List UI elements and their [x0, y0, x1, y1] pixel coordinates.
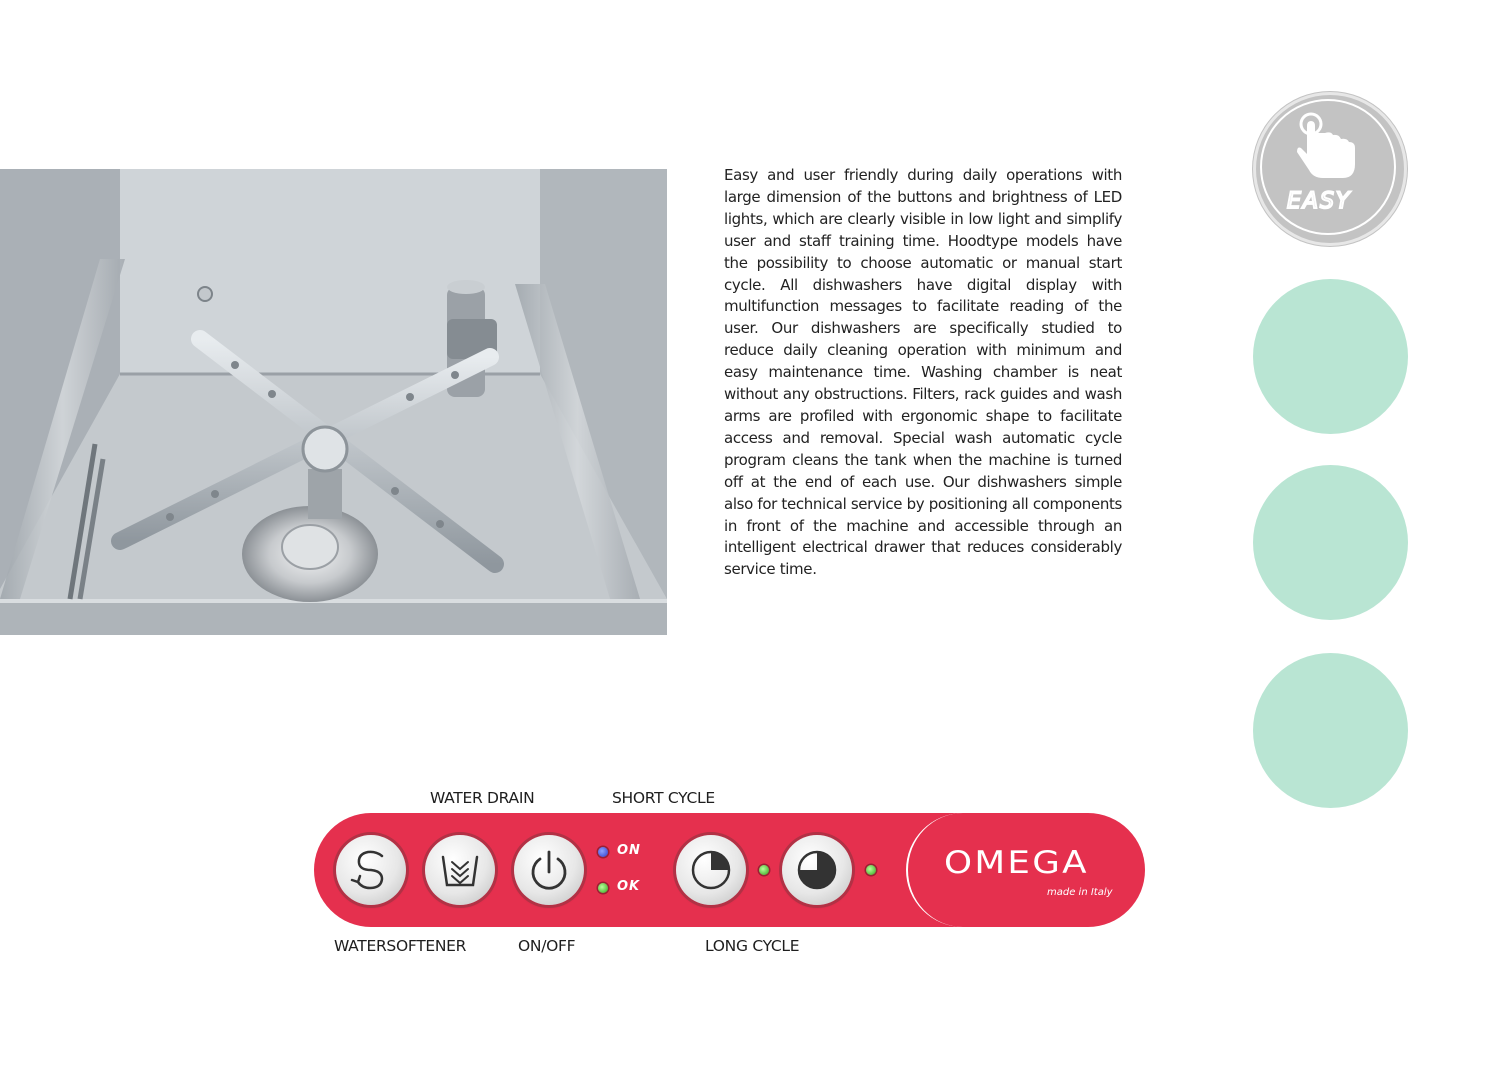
long-cycle-icon — [782, 835, 852, 905]
touch-hand-icon — [1297, 112, 1363, 182]
on-off-button[interactable] — [514, 835, 584, 905]
washing-chamber-photo — [0, 169, 667, 635]
brand-logo: OMEGA — [944, 845, 1089, 881]
on-indicator-label: ON — [617, 843, 641, 858]
short-cycle-button[interactable] — [676, 835, 746, 905]
brand-area — [906, 813, 1145, 927]
feature-circle — [1253, 465, 1408, 620]
long-cycle-led — [866, 865, 876, 875]
water-drain-label: WATER DRAIN — [430, 789, 535, 807]
watersoftener-icon — [336, 835, 406, 905]
control-panel — [314, 813, 1145, 927]
feature-circle — [1253, 653, 1408, 808]
short-cycle-led — [759, 865, 769, 875]
ok-indicator-led — [598, 883, 608, 893]
brand-tagline: made in Italy — [1047, 887, 1113, 898]
watersoftener-label: WATERSOFTENER — [334, 937, 467, 955]
short-cycle-label: SHORT CYCLE — [612, 789, 715, 807]
water-drain-button[interactable] — [425, 835, 495, 905]
svg-text:EASY: EASY — [1287, 189, 1352, 212]
ok-indicator-label: OK — [617, 879, 641, 894]
feature-circle — [1253, 279, 1408, 434]
short-cycle-icon — [676, 835, 746, 905]
easy-label — [1285, 188, 1377, 212]
long-cycle-label: LONG CYCLE — [705, 937, 800, 955]
description-text: Easy and user friendly during daily operations with large dimension of the buttons and brightness of LED lights, which are clearly visible in low light and simplify user and staff training time. Hoodtype models have the possibility to choose automatic or manual start cycle. All dishwashers have digital display with multifunction messages to facilitate reading of the user. Our dishwashers are specifically studied to reduce daily cleaning operation with minimum and easy maintenance time. Washing chamber is neat without any obstructions. Filters, rack guides and wash arms are profiled with ergonomic shape to facilitate access and removal. Special wash automatic cycle program cleans the tank when the machine is turned off at the end of each use. Our dishwashers simple also for technical service by positioning all components in front of the machine and accessible through an intelligent electrical drawer that reduces considerably service time. — [724, 166, 1122, 579]
water-drain-icon — [425, 835, 495, 905]
power-icon — [514, 835, 584, 905]
on-indicator-led — [598, 847, 608, 857]
watersoftener-button[interactable] — [336, 835, 406, 905]
on-off-label: ON/OFF — [518, 937, 576, 955]
easy-badge — [1253, 92, 1407, 246]
washing-chamber-illustration — [0, 169, 667, 635]
long-cycle-button[interactable] — [782, 835, 852, 905]
